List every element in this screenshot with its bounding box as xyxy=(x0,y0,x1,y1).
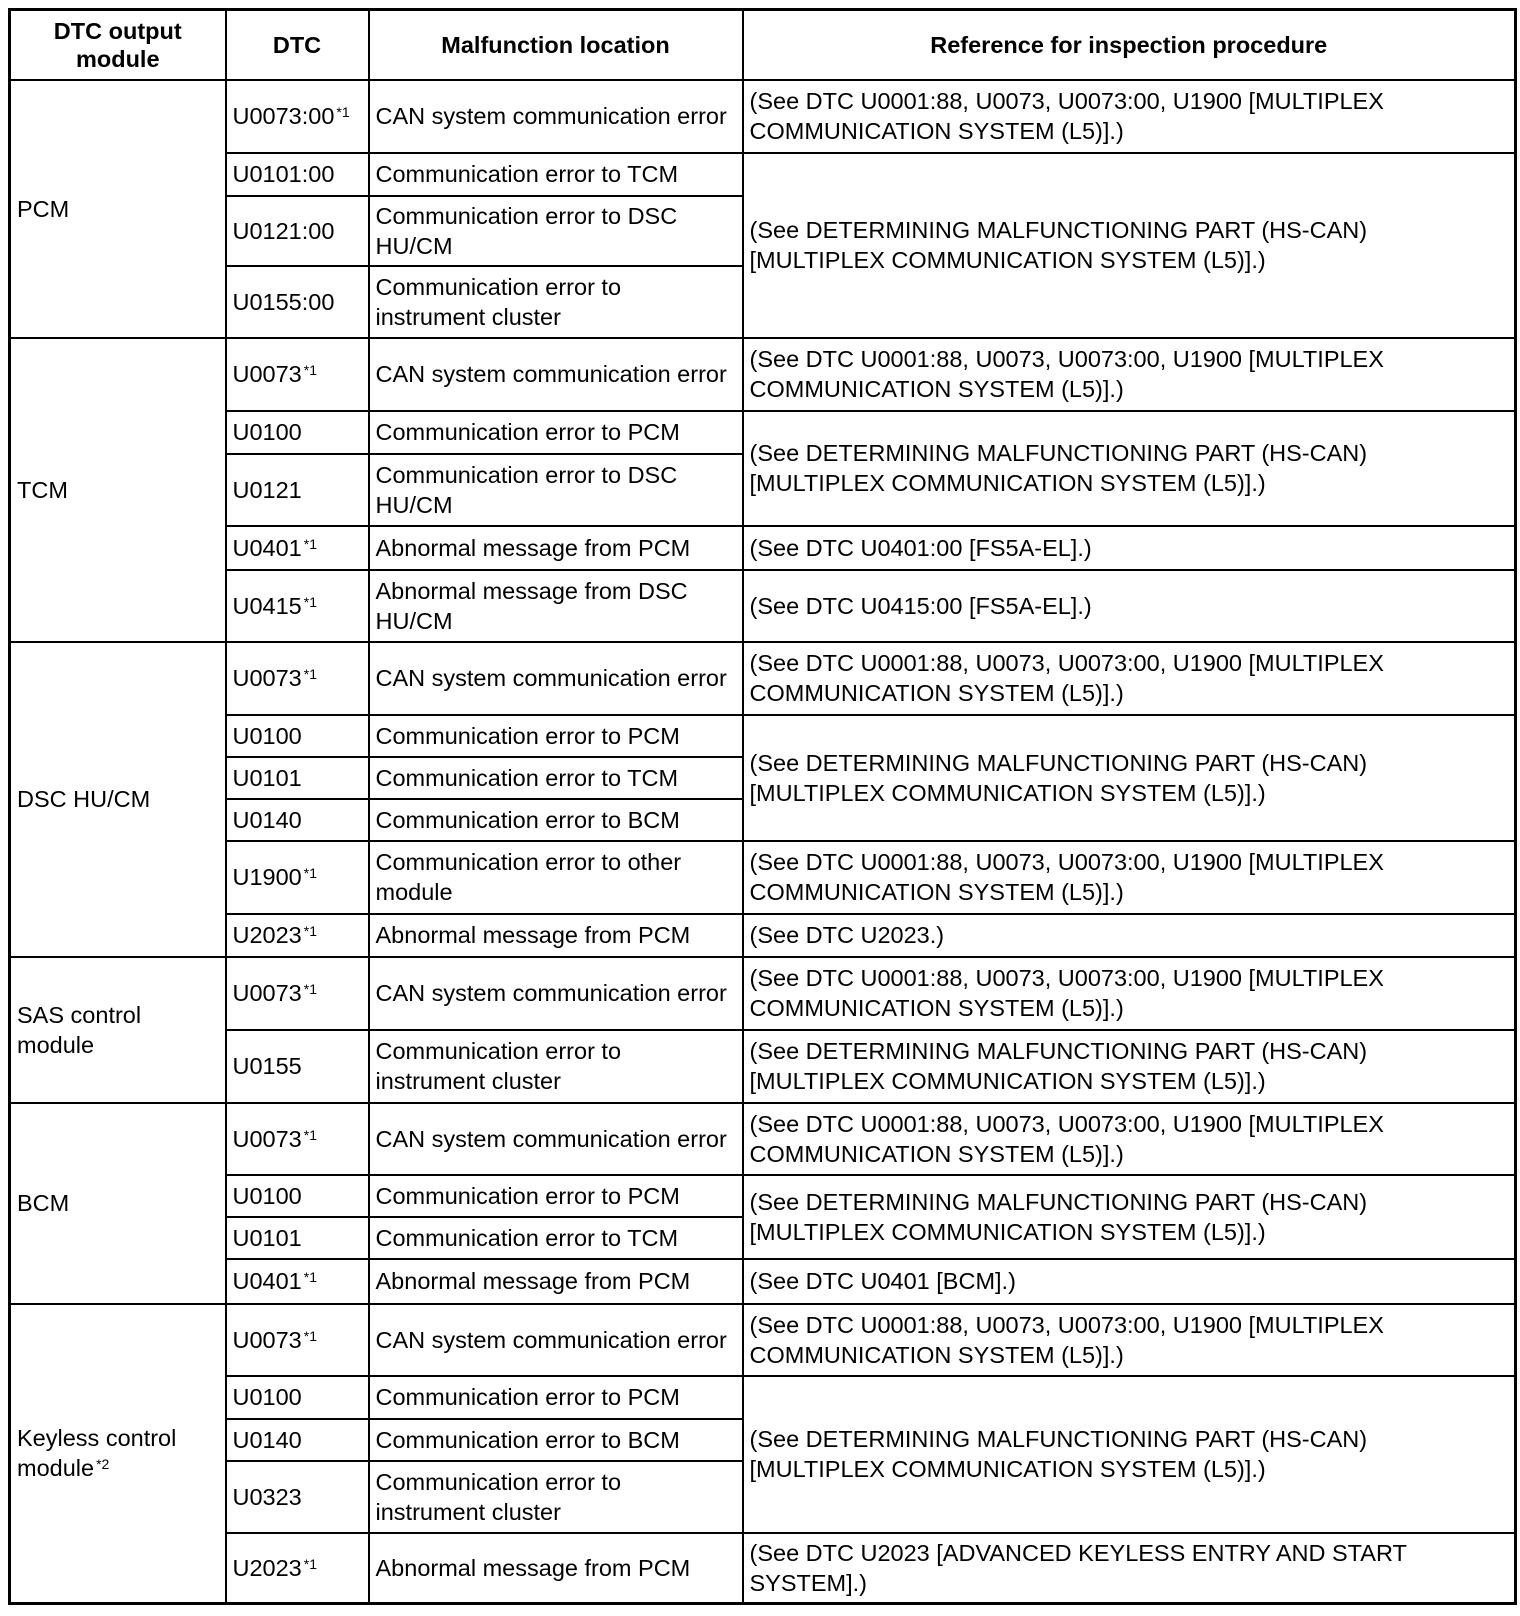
malfunction-cell xyxy=(369,957,743,1030)
footnote-marker: *1 xyxy=(303,1555,317,1572)
dtc-table xyxy=(8,8,1517,1605)
dtc-cell-text: U0101 xyxy=(232,1224,302,1251)
malfunction-cell-text: Communication error to other module xyxy=(375,849,682,905)
header-malfunction: Malfunction location xyxy=(369,10,743,80)
dtc-cell-text: U0415 xyxy=(232,592,302,619)
malfunction-cell xyxy=(369,1419,743,1461)
reference-cell xyxy=(743,153,1516,338)
dtc-cell-text: U0073 xyxy=(232,1326,302,1353)
reference-cell xyxy=(743,642,1516,715)
malfunction-cell-text: Abnormal message from PCM xyxy=(375,1554,691,1581)
malfunction-cell-text: Abnormal message from PCM xyxy=(375,1268,691,1294)
dtc-cell xyxy=(226,1259,369,1304)
malfunction-cell-text: CAN system communication error xyxy=(375,1326,727,1353)
header-dtc: DTC xyxy=(226,10,369,80)
table-row xyxy=(10,914,1516,957)
dtc-cell xyxy=(226,715,369,757)
reference-cell-text: (See DTC U0001:88, U0073, U0073:00, U1900 [MULTIPLEX COMMUNICATION SYSTEM (L5)].) xyxy=(749,346,1384,402)
reference-cell-text: (See DTC U0401:00 [FS5A-EL].) xyxy=(749,534,1092,561)
footnote-marker: *1 xyxy=(303,593,317,610)
header-row xyxy=(10,10,1516,80)
module-cell-text: BCM xyxy=(17,1190,70,1216)
reference-cell-text: (See DTC U0001:88, U0073, U0073:00, U1900 [MULTIPLEX COMMUNICATION SYSTEM (L5)].) xyxy=(749,965,1384,1021)
malfunction-cell-text: Abnormal message from PCM xyxy=(375,922,691,948)
reference-cell-text: (See DETERMINING MALFUNCTIONING PART (HS-CAN) [MULTIPLEX COMMUNICATION SYSTEM (L5)].) xyxy=(749,1038,1368,1094)
table-row xyxy=(10,1376,1516,1419)
reference-cell xyxy=(743,1103,1516,1175)
malfunction-cell xyxy=(369,80,743,153)
dtc-cell xyxy=(226,1217,369,1259)
table-row xyxy=(10,642,1516,715)
dtc-cell xyxy=(226,526,369,570)
module-cell-text: Keyless control module xyxy=(17,1425,177,1482)
table-row xyxy=(10,153,1516,196)
malfunction-cell-text: Communication error to DSC HU/CM xyxy=(375,202,678,259)
malfunction-cell xyxy=(369,1376,743,1419)
reference-cell xyxy=(743,715,1516,841)
malfunction-cell-text: Communication error to BCM xyxy=(375,1426,680,1453)
malfunction-cell xyxy=(369,570,743,642)
dtc-cell xyxy=(226,1103,369,1175)
table-body xyxy=(10,80,1516,1604)
malfunction-cell xyxy=(369,1461,743,1533)
header-reference: Reference for inspection procedure xyxy=(743,10,1516,80)
reference-cell-text: (See DETERMINING MALFUNCTIONING PART (HS-CAN) [MULTIPLEX COMMUNICATION SYSTEM (L5)].) xyxy=(749,1188,1368,1245)
reference-cell xyxy=(743,1376,1516,1533)
reference-cell xyxy=(743,1304,1516,1376)
dtc-cell-text: U0073 xyxy=(232,980,302,1006)
dtc-cell xyxy=(226,153,369,196)
dtc-cell xyxy=(226,642,369,715)
reference-cell-text: (See DTC U0001:88, U0073, U0073:00, U1900 [MULTIPLEX COMMUNICATION SYSTEM (L5)].) xyxy=(749,1110,1384,1167)
dtc-cell-text: U0100 xyxy=(232,1182,302,1209)
malfunction-cell xyxy=(369,799,743,841)
malfunction-cell-text: Communication error to instrument cluster xyxy=(375,1038,622,1094)
footnote-marker: *1 xyxy=(336,104,350,120)
malfunction-cell-text: CAN system communication error xyxy=(375,980,727,1006)
dtc-cell xyxy=(226,1175,369,1217)
dtc-cell-text: U0140 xyxy=(232,806,302,833)
malfunction-cell-text: Communication error to instrument cluster xyxy=(375,1468,622,1525)
dtc-cell-text: U0100 xyxy=(232,722,302,749)
reference-cell xyxy=(743,338,1516,411)
module-cell xyxy=(10,338,226,642)
malfunction-cell xyxy=(369,1030,743,1103)
module-cell xyxy=(10,1304,226,1604)
reference-cell-text: (See DETERMINING MALFUNCTIONING PART (HS-CAN) [MULTIPLEX COMMUNICATION SYSTEM (L5)].) xyxy=(749,749,1368,806)
malfunction-cell-text: Communication error to PCM xyxy=(375,1384,680,1410)
malfunction-cell-text: CAN system communication error xyxy=(375,1125,727,1152)
table-row xyxy=(10,1259,1516,1304)
dtc-cell-text: U0101:00 xyxy=(232,161,335,187)
dtc-cell-text: U0073 xyxy=(232,1125,302,1152)
reference-cell-text: (See DTC U0415:00 [FS5A-EL].) xyxy=(749,592,1092,619)
footnote-marker: *1 xyxy=(303,981,317,997)
reference-cell-text: (See DTC U0001:88, U0073, U0073:00, U1900 [MULTIPLEX COMMUNICATION SYSTEM (L5)].) xyxy=(749,88,1384,144)
dtc-cell xyxy=(226,570,369,642)
malfunction-cell xyxy=(369,266,743,338)
malfunction-cell-text: CAN system communication error xyxy=(375,361,727,387)
dtc-cell-text: U0100 xyxy=(232,1384,302,1410)
module-cell-text: TCM xyxy=(17,476,68,503)
dtc-cell xyxy=(226,1461,369,1533)
reference-cell xyxy=(743,841,1516,914)
malfunction-cell xyxy=(369,841,743,914)
module-cell-text: SAS control module xyxy=(17,1001,142,1058)
reference-cell xyxy=(743,1175,1516,1259)
table-row xyxy=(10,1175,1516,1217)
dtc-cell xyxy=(226,1419,369,1461)
dtc-cell xyxy=(226,1376,369,1419)
malfunction-cell-text: Communication error to TCM xyxy=(375,764,679,791)
table-row xyxy=(10,957,1516,1030)
dtc-cell xyxy=(226,1533,369,1604)
module-cell xyxy=(10,642,226,957)
malfunction-cell xyxy=(369,526,743,570)
reference-cell xyxy=(743,1030,1516,1103)
malfunction-cell xyxy=(369,757,743,799)
dtc-cell-text: U0101 xyxy=(232,764,302,791)
malfunction-cell-text: Communication error to TCM xyxy=(375,161,679,187)
reference-cell-text: (See DTC U2023.) xyxy=(749,922,945,948)
table-row xyxy=(10,80,1516,153)
reference-cell xyxy=(743,1259,1516,1304)
dtc-cell-text: U0140 xyxy=(232,1426,302,1453)
module-cell-text: PCM xyxy=(17,195,70,222)
footnote-marker: *1 xyxy=(303,362,317,378)
reference-cell-text: (See DTC U0001:88, U0073, U0073:00, U1900 [MULTIPLEX COMMUNICATION SYSTEM (L5)].) xyxy=(749,1311,1384,1368)
footnote-marker: *1 xyxy=(303,923,317,939)
malfunction-cell-text: Communication error to PCM xyxy=(375,1182,680,1209)
malfunction-cell-text: Communication error to DSC HU/CM xyxy=(375,461,678,518)
table-row xyxy=(10,1103,1516,1175)
malfunction-cell xyxy=(369,914,743,957)
malfunction-cell xyxy=(369,153,743,196)
malfunction-cell xyxy=(369,411,743,454)
header-module: DTC output module xyxy=(10,10,226,80)
table-row xyxy=(10,570,1516,642)
module-cell xyxy=(10,80,226,338)
malfunction-cell-text: Communication error to TCM xyxy=(375,1224,679,1251)
dtc-cell xyxy=(226,841,369,914)
table-row xyxy=(10,1030,1516,1103)
dtc-cell xyxy=(226,411,369,454)
dtc-cell-text: U0155 xyxy=(232,1053,302,1079)
reference-cell-text: (See DTC U2023 [ADVANCED KEYLESS ENTRY AND START SYSTEM].) xyxy=(749,1539,1407,1596)
footnote-marker: *1 xyxy=(303,535,317,552)
reference-cell-text: (See DTC U0001:88, U0073, U0073:00, U1900 [MULTIPLEX COMMUNICATION SYSTEM (L5)].) xyxy=(749,849,1384,905)
malfunction-cell-text: Communication error to instrument cluster xyxy=(375,273,622,330)
footnote-marker: *1 xyxy=(303,1269,317,1285)
dtc-cell-text: U2023 xyxy=(232,1554,302,1581)
malfunction-cell xyxy=(369,1259,743,1304)
dtc-cell-text: U0401 xyxy=(232,1268,302,1294)
dtc-cell-text: U0121 xyxy=(232,476,302,503)
malfunction-cell xyxy=(369,1304,743,1376)
reference-cell xyxy=(743,1533,1516,1604)
dtc-cell-text: U0100 xyxy=(232,419,302,445)
dtc-cell xyxy=(226,757,369,799)
reference-cell-text: (See DETERMINING MALFUNCTIONING PART (HS-CAN) [MULTIPLEX COMMUNICATION SYSTEM (L5)].) xyxy=(749,1426,1368,1482)
dtc-cell xyxy=(226,196,369,266)
reference-cell xyxy=(743,411,1516,526)
malfunction-cell xyxy=(369,1533,743,1604)
dtc-cell xyxy=(226,1304,369,1376)
dtc-cell-text: U0155:00 xyxy=(232,288,335,315)
malfunction-cell xyxy=(369,1217,743,1259)
malfunction-cell xyxy=(369,642,743,715)
dtc-cell xyxy=(226,799,369,841)
footnote-marker: *1 xyxy=(303,865,317,881)
reference-cell xyxy=(743,570,1516,642)
table-row xyxy=(10,411,1516,454)
dtc-cell xyxy=(226,914,369,957)
malfunction-cell-text: Communication error to PCM xyxy=(375,419,680,445)
reference-cell-text: (See DETERMINING MALFUNCTIONING PART (HS-CAN) [MULTIPLEX COMMUNICATION SYSTEM (L5)].) xyxy=(749,217,1368,273)
dtc-cell xyxy=(226,454,369,526)
dtc-cell-text: U0401 xyxy=(232,534,302,561)
dtc-cell xyxy=(226,80,369,153)
dtc-cell-text: U0073 xyxy=(232,361,302,387)
footnote-marker: *1 xyxy=(303,1126,317,1143)
table-row xyxy=(10,841,1516,914)
malfunction-cell-text: Communication error to PCM xyxy=(375,722,680,749)
reference-cell-text: (See DTC U0401 [BCM].) xyxy=(749,1268,1016,1294)
dtc-cell-text: U2023 xyxy=(232,922,302,948)
module-cell xyxy=(10,957,226,1103)
dtc-cell-text: U0073 xyxy=(232,665,302,691)
dtc-cell xyxy=(226,266,369,338)
table-row xyxy=(10,1533,1516,1604)
dtc-cell xyxy=(226,338,369,411)
malfunction-cell-text: CAN system communication error xyxy=(375,103,727,129)
dtc-cell-text: U0121:00 xyxy=(232,217,335,244)
footnote-marker: *1 xyxy=(303,1327,317,1344)
dtc-cell-text: U1900 xyxy=(232,864,302,890)
footnote-marker: *2 xyxy=(96,1456,110,1473)
module-cell-text: DSC HU/CM xyxy=(17,786,151,812)
malfunction-cell xyxy=(369,196,743,266)
reference-cell xyxy=(743,914,1516,957)
dtc-cell-text: U0323 xyxy=(232,1483,302,1510)
reference-cell xyxy=(743,526,1516,570)
malfunction-cell-text: Communication error to BCM xyxy=(375,806,680,833)
reference-cell-text: (See DETERMINING MALFUNCTIONING PART (HS-CAN) [MULTIPLEX COMMUNICATION SYSTEM (L5)].) xyxy=(749,440,1368,496)
table-row xyxy=(10,1304,1516,1376)
dtc-cell xyxy=(226,957,369,1030)
table-row xyxy=(10,526,1516,570)
malfunction-cell xyxy=(369,1103,743,1175)
table-row xyxy=(10,338,1516,411)
reference-cell xyxy=(743,80,1516,153)
footnote-marker: *1 xyxy=(303,666,317,682)
malfunction-cell xyxy=(369,454,743,526)
malfunction-cell-text: Abnormal message from DSC HU/CM xyxy=(375,577,688,634)
malfunction-cell xyxy=(369,338,743,411)
malfunction-cell-text: CAN system communication error xyxy=(375,665,727,691)
dtc-cell xyxy=(226,1030,369,1103)
dtc-cell-text: U0073:00 xyxy=(232,103,335,129)
module-cell xyxy=(10,1103,226,1304)
table-row xyxy=(10,715,1516,757)
malfunction-cell xyxy=(369,715,743,757)
reference-cell-text: (See DTC U0001:88, U0073, U0073:00, U1900 [MULTIPLEX COMMUNICATION SYSTEM (L5)].) xyxy=(749,650,1384,706)
reference-cell xyxy=(743,957,1516,1030)
malfunction-cell-text: Abnormal message from PCM xyxy=(375,534,691,561)
malfunction-cell xyxy=(369,1175,743,1217)
